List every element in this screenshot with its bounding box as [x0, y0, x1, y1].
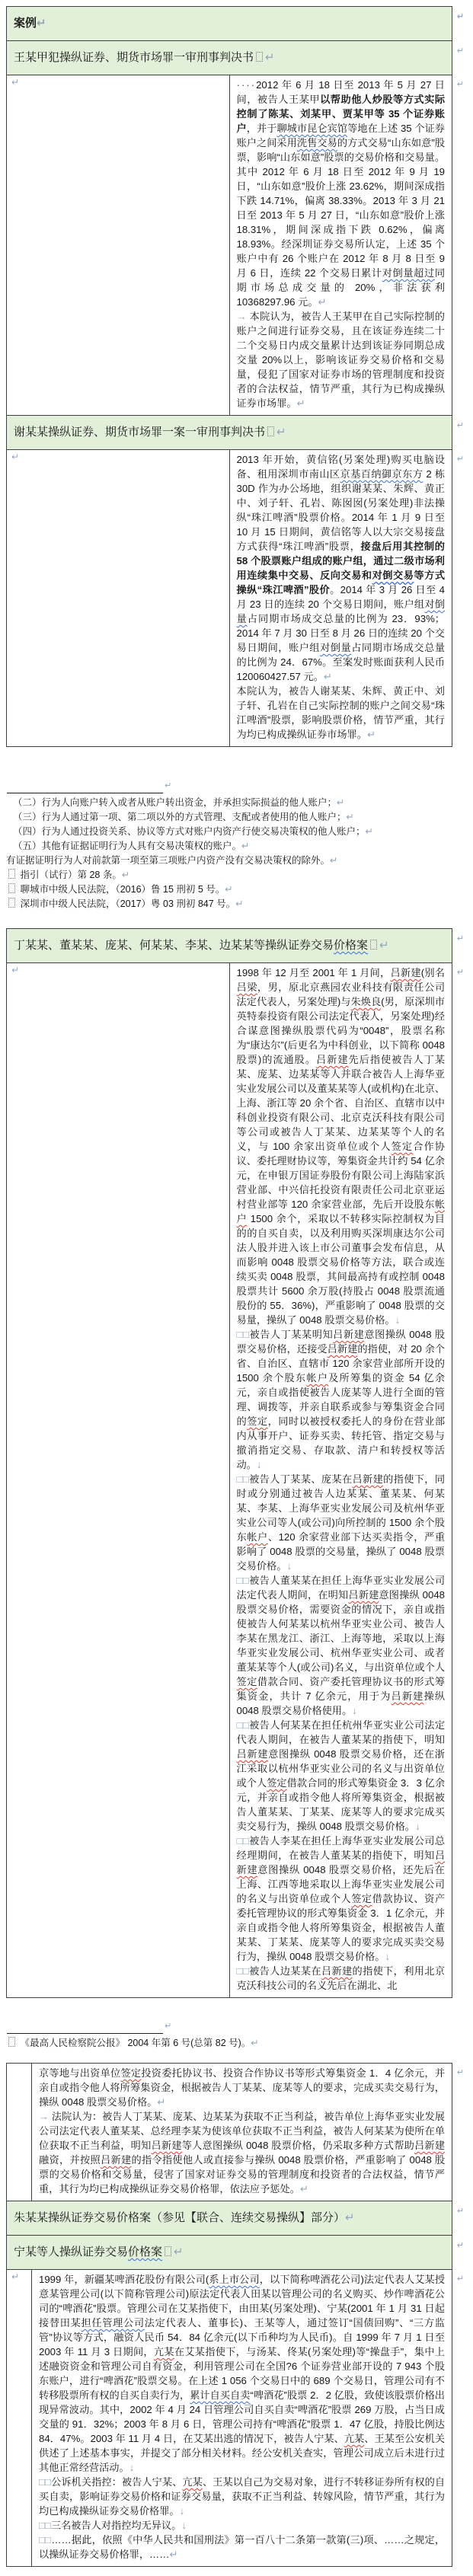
- spellcheck-underline-run: 吕新建: [236, 1850, 445, 1875]
- cell-paragraph-mark: ↵: [11, 965, 20, 975]
- case-title: [7, 7, 464, 41]
- case-title: [7, 2236, 464, 2270]
- formatting-mark: ↓: [352, 1705, 357, 1716]
- footnote-separator: [7, 779, 467, 793]
- text-run: 合作协议、委托理财协议等，筹集资金共计约 54 亿余元，在申银万国证券股份有限公司上海陆家浜营业部、中兴信托投资有限责任公司北京亚运村营业部等 120 余家营业部，先后开设股东: [236, 1141, 445, 1210]
- formatting-mark: ↵: [37, 17, 46, 30]
- paragraph: [39, 2272, 445, 2475]
- text-run: 被告人何某某在担任杭州华亚实业公司法定代表人期间，在被告人董某某的指使下，明知: [236, 1719, 446, 1745]
- formatting-mark: ↵: [241, 841, 250, 851]
- grammar-underline-run: 聊城市昆仑宾馆: [276, 123, 348, 134]
- spellcheck-underline-run: 吕梁: [236, 982, 257, 993]
- text-run: 1998 年 12 月至 2001 年 1 月间，: [236, 967, 391, 978]
- end-of-row-mark: ↵: [456, 455, 464, 464]
- paragraph: [237, 966, 446, 1327]
- spellcheck-underline-run: 亢某: [182, 2476, 203, 2488]
- text-run: 被告人李某在担任上海华亚实业发展公司总经理期间，在被告人董某某的指使下，明知: [236, 1835, 446, 1861]
- text-run: 指引（试行）第 28 条。: [18, 870, 122, 880]
- formatting-mark: ↵: [174, 2246, 184, 2258]
- formatting-mark: ↵: [345, 2211, 355, 2224]
- text-run: （三）行为人通过第一项、第二项以外的方式管理、支配或者使用的他人账户；: [13, 812, 347, 822]
- left-margin-cell: [7, 963, 230, 1998]
- case-table-2-part-1: [6, 928, 464, 1998]
- end-of-row-mark: ↵: [456, 80, 464, 89]
- footnote-separator-line: [7, 786, 163, 793]
- formatting-mark: □□: [236, 1835, 250, 1847]
- formatting-mark: →: [236, 311, 247, 322]
- case-body-row: [7, 450, 452, 747]
- footnote-ref-box: [8, 2037, 15, 2047]
- formatting-mark: ↵: [318, 296, 327, 308]
- text-run: 的指使，对 20 余个省、自治区、直辖市 120 余家营业部所开设的 1500 余个股东: [236, 1343, 445, 1384]
- formatting-mark: ↓: [385, 1951, 391, 1962]
- text-run: 、120 余家营业部下达买卖指令，严重影响了 0048 股票的交易量，操纵了 0048 股票交易价格。: [236, 1531, 446, 1572]
- paragraph: [237, 1834, 446, 1964]
- text-run: 同期市场总成交量的 20%，非法获利 10368297.96 元。: [236, 267, 445, 308]
- text-run: ，同时以被授权委托人的身份在营业部内从事开户、证券买卖、转托管、指定交易与撤消指定交易、存取款、清户和转授权等活动。: [236, 1416, 446, 1470]
- grammar-underline-run: 价格案: [128, 2246, 163, 2258]
- formatting-mark: ↓: [395, 1314, 401, 1326]
- formatting-mark: ↵: [165, 2022, 172, 2031]
- formatting-mark: ↓: [256, 1459, 262, 1470]
- footnote-line: [6, 897, 467, 911]
- case-body-row: [7, 963, 452, 1998]
- formatting-mark: ↵: [296, 397, 305, 409]
- section-header-row: [7, 2201, 452, 2236]
- formatting-mark: ↵: [323, 671, 332, 682]
- spellcheck-underline-run: 亢某: [153, 2346, 174, 2357]
- paragraph: [39, 2533, 445, 2562]
- text-run: 、王某至公安机关供述了上述基本事实，并提交了部分相关材料。经公安机关查实，管理公司成立后未进行过其他正常经营活动。: [39, 2433, 446, 2473]
- text-run: 及所筹集的资金 54 亿余元，亲自或指使被告人庞某等人进行全面的管理、调拨等，并亲自联系或参与筹集资金合同的: [236, 1372, 445, 1427]
- section-header-row: [7, 41, 452, 75]
- text-run: 操纵 0048 股票交易价格使用。: [236, 1690, 446, 1716]
- spellcheck-underline-run: 签定: [247, 1416, 268, 1427]
- text-run: 意图操纵 0048 股票交易价格，需要资金的情况下，亲自或指使被告人何某某以杭州华亚实业公司、被告人李某在黑龙江、浙江、上海等地，采取以上海华亚实业发展公司、杭州华亚实业公司、或者董某某等个人(或公司)名义，与出资单位或个人: [236, 1589, 446, 1673]
- paragraph: [39, 2109, 445, 2196]
- formatting-mark: ↵: [251, 2038, 259, 2048]
- footnote-line: [6, 2036, 467, 2051]
- grammar-underline-run: 对倒交易: [372, 570, 414, 581]
- formatting-mark: ↓: [181, 2520, 187, 2531]
- section-header-row: [7, 929, 452, 963]
- footnote-ref-box: [370, 940, 377, 950]
- text-run: 的指使下，利用北京克沃科技公司的名义先后在湖北、北: [236, 1965, 446, 1991]
- end-of-row-mark: ↵: [456, 934, 464, 943]
- end-of-row-mark: ↵: [456, 421, 464, 430]
- spellcheck-underline-run: 签定: [351, 1893, 372, 1904]
- case-body-row: [7, 2270, 452, 2567]
- text-run: 法院认为：被告人丁某某、庞某、边某某为获取不正当利益，被告单位上海华亚实业发展公司法定代表人董某某、总经理李某为使该单位获取不正当利益，被告人何某某为使所在单位获取不正当利益，明知: [39, 2111, 445, 2151]
- case-body-cell: [32, 2270, 464, 2567]
- text-run: 。2014 年 3 月 26 日至 4 月 23 日的连续 20 个交易日期间，账户组: [236, 584, 445, 610]
- grammar-underline-run: 对倒量: [236, 599, 445, 624]
- text-run: 谢某某操纵证券、期货市场罪一案一审刑事判决书: [14, 426, 266, 439]
- text-run: 丁某某、董某某、庞某、何某某、李某、边某某等操纵证券交易: [14, 939, 334, 952]
- formatting-mark: ↵: [299, 2183, 308, 2195]
- footnote-ref-box: [256, 52, 263, 62]
- grammar-underline-run: 洗售交易: [296, 137, 337, 148]
- text-run: 法定代表人、董事长)、王某等人，通过签订“国债回购”、“三方监管”协议等方式，融资人民币 54．84 亿余元(以下币种均为人民币)。自 1999 年 7 月 1 日至 2003 年 11 月 3 日期间，: [39, 2317, 445, 2357]
- text-run: 的指令指使他人或直接参与操纵 0048 股票价格，严重影响了 0048 股票的交易价格和交易量，侵害了国家对证券交易的管理制度和投资者的合法权益，情节严重，其行为均已构成操纵证券交易价格罪，依法应予惩处。: [39, 2154, 446, 2195]
- end-of-row-mark: ↵: [456, 2241, 464, 2250]
- end-of-row-mark: ↵: [456, 46, 464, 56]
- footnote-separator: [7, 2019, 467, 2034]
- text-run: ……据此，依照《中华人民共和国刑法》第一百八十二条第一款第(三)项、……之规定，以操纵证券交易价格罪，……: [39, 2534, 446, 2560]
- text-run: 融资，并按照: [39, 2154, 101, 2166]
- text-run: ，并于: [246, 123, 277, 134]
- formatting-mark: ↵: [169, 2549, 178, 2560]
- spellcheck-underline-run: 吕新建: [333, 1329, 365, 1340]
- footnote-ref-box: [8, 898, 15, 908]
- paragraph: [237, 78, 446, 309]
- text-run: 公诉机关指控：被告人宁某、: [51, 2476, 183, 2488]
- formatting-mark: ↵: [225, 884, 233, 895]
- formatting-mark: ↵: [265, 51, 275, 64]
- spellcheck-underline-run: 朱焕良: [350, 996, 382, 1007]
- spellcheck-underline-run: 签定: [236, 1676, 257, 1687]
- formatting-mark: □□: [39, 2520, 51, 2531]
- text-run: 借款合同的形式筹集资金 3．3 亿余元，并亲自或指令他人将所筹集资金，根据被告人董某某、丁某某、庞某等人的要求完成买卖交易行为，操纵 0048 股票交易价格。: [236, 1777, 446, 1832]
- paragraph: [237, 1472, 446, 1573]
- text-run: 有证据证明行为人对前款第一项至第三项账户内资产没有交易决策权的除外。: [6, 855, 331, 866]
- text-run: 等人意图操纵 0048 股票价格，仍采取多种方式帮助: [181, 2140, 415, 2151]
- text-run: 朱某某操纵证券交易价格案（参见【联合、连续交易操纵】部分）: [14, 2211, 346, 2224]
- text-run: 借款协议、资产委托管理协议的形式筹集资金 3．1 亿余元，并亲自或指令他人将所筹集资金，根据被告人董某某、丁某某、庞某等人的要求完成买卖交易行为，操纵 0048 股票交易价格。: [236, 1893, 446, 1962]
- text-run: 被告人丁某某明知: [249, 1329, 334, 1340]
- paragraph: [237, 1573, 446, 1718]
- spellcheck-underline-run: 帐户: [247, 1531, 268, 1543]
- spellcheck-underline-run: 吕新建: [316, 1054, 349, 1065]
- grammar-underline-run: 系上市公司: [209, 2274, 260, 2285]
- text-run: 在艾某指使下，与汤某、佟某(另案处理)等“操盘手”，集中上述融资资金和管理公司自有资金，利用管理公司在全国?6 个证券营业部开设的 7 943 个股东账户，进行“啤酒花”股票交易。在上述 1 056 个交易日中的 689 个交易日，管理公司有不转移股票所有权的自买自卖行为，: [39, 2346, 445, 2401]
- spellcheck-underline-run: 签定: [267, 1777, 287, 1789]
- case-title: [7, 41, 464, 75]
- text-run: 意图操纵 0048 股票交易价格，还先后在上海、江西等地采取以上海华亚实业发展公司的名义与出资单位或个人: [236, 1864, 445, 1904]
- text-run: 案例: [14, 17, 37, 30]
- case-table-2-part-2: [6, 2063, 464, 2567]
- text-run: 聊城市中级人民法院，（2016）鲁 15 刑初 5 号。: [18, 884, 225, 895]
- formatting-mark: □□: [39, 2534, 52, 2546]
- section-header-row: [7, 416, 452, 450]
- footnote-ref-box: [165, 2246, 171, 2256]
- text-run: 先后指使被告人丁某某、庞某、边某某等人并联合被告人上海华亚实业发展公司以及董某某等人(或机构)在北京、上海、浙江等 20 余个省、自治区、直辖市以中科创业投资有限公司、北京克沃科技有限公司等公司或被告人丁某某、边某某等个人的名义，与 100 余家出资单位或个人: [236, 1054, 446, 1152]
- footnote-ref-box: [267, 426, 274, 436]
- paragraph: [39, 2518, 445, 2533]
- bold-run: 等方式操纵“珠江啤酒”股价: [236, 570, 446, 595]
- spellcheck-underline-run: 吕新建: [391, 1690, 424, 1702]
- text-run: 王某甲犯操纵证券、期货市场罪一审刑事判决书: [14, 51, 254, 64]
- spellcheck-underline-run: 吕新建: [236, 1748, 269, 1760]
- case-body-cell: [229, 75, 464, 416]
- paragraph: [237, 452, 446, 684]
- text-run: 等地在上述 35 个证券账户之间采用: [236, 123, 445, 148]
- text-run: （五）其他有证据证明行为人具有交易决策权的账户。: [13, 841, 242, 851]
- text-run: “啤酒花”股票 2．2 亿股，致使该股票价格出现异常波动。其中，2002 年 4 月 24 日管理公司自买自卖“啤酒花”股票 269 万股，占当日成交量的 91．32%；2003 年 8 月 6 日，管理公司持有“啤酒花”股票 1．47 亿股，持股比例达 84．47%。2003 年 11 月 4 日，在艾某出逃的情况下，被告人宁某、: [39, 2389, 445, 2444]
- text-run: （二）行为人向账户转入或者从账户转出资金，并承担实际损益的他人账户；: [13, 797, 337, 808]
- spellcheck-underline-run: 吕新建: [348, 1589, 379, 1601]
- spellcheck-underline-run: 吕新建: [390, 967, 421, 978]
- paragraph: [39, 2475, 445, 2518]
- spellcheck-underline-run: 吕新建: [352, 1473, 384, 1485]
- formatting-mark: □□: [236, 1329, 250, 1340]
- formatting-mark: ↵: [330, 855, 338, 866]
- text-run: 三名被告人对指控均无异议。: [50, 2520, 182, 2531]
- text-run: 2013 年开始，黄信铭(另案处理)购买电脑设备、租用深圳市南山区: [236, 454, 445, 480]
- spellcheck-underline-run: 帐户: [306, 1372, 329, 1384]
- paragraph: [237, 1718, 446, 1834]
- section-header-row: [7, 7, 452, 41]
- formatting-mark: ↓: [179, 2505, 185, 2517]
- spellcheck-underline-run: 亢某: [344, 2433, 365, 2444]
- spellcheck-underline-run: 吕新建: [327, 1343, 358, 1355]
- case-body-cell: [32, 2064, 464, 2201]
- text-run: ，男，原北京燕园农业科技有限责任公司法定代表人，另案处理)与: [236, 982, 446, 1007]
- formatting-mark: ↵: [337, 797, 345, 808]
- formatting-mark: □□: [236, 1965, 250, 1977]
- text-run: 被告人丁某某、庞某在: [249, 1473, 353, 1485]
- case-body-cell: [229, 450, 464, 747]
- case-title: [7, 416, 464, 450]
- space-dots: ····: [236, 79, 257, 91]
- text-run: 本院认为，被告人王某甲在自己实际控制的账户之间进行证券交易，且在该证券连续二十二个交易日内成交量累计达到该证券同期总成交量 20%以上，影响该证券交易价格和交易量，侵犯了国家对证券市场的管理制度和投资者的合法权益，情节严重，其行为已构成操纵证券市场罪。: [236, 311, 445, 409]
- text-run: （四）行为人通过投资关系、协议等方式对账户内资产行使交易决策权的他人账户；: [13, 826, 366, 837]
- spellcheck-underline-run: 签定: [391, 1141, 414, 1152]
- footnote-ref-box: [8, 869, 15, 879]
- text-run: 被告人边某某在: [249, 1965, 321, 1977]
- case-title: [7, 2201, 464, 2236]
- formatting-mark: →: [39, 2111, 50, 2122]
- formatting-mark: ↓: [129, 2462, 135, 2473]
- text-run: 、王某以自己为交易对象，进行不转移证券所有权的自买自卖，影响证券交易价格和证券交易量，获取不正当利益、转嫁风险，情节严重，其行为均已构成操纵证券交易价格罪。: [39, 2476, 446, 2517]
- text-run: 被告人董某某在担任上海华亚实业发展公司法定代表人期间，在明知: [236, 1575, 446, 1601]
- paragraph: [237, 309, 446, 410]
- case-table-1: [6, 6, 464, 747]
- text-run: 2012 年 6 月 18 日至 2013 年 5 月 27 日间，被告人王某甲: [236, 79, 445, 105]
- bold-run: 以帮助他人炒股等方式实际控制了陈某、刘某甲、贾某甲等 35 个证券账户: [236, 94, 446, 134]
- case-body-row: [7, 2064, 452, 2201]
- footnote-line: [6, 825, 467, 839]
- cell-paragraph-mark: ↵: [11, 2271, 20, 2282]
- end-of-row-mark: ↵: [456, 2207, 464, 2216]
- text-run: 《最高人民检察院公报》 2004 年第 6 号(总第 82 号)。: [18, 2038, 251, 2048]
- bold-run: 接盘后用其控制的 58 个股票账户组成的账户组，通过二级市场利用连续集中交易、反向交易和: [236, 541, 445, 581]
- formatting-mark: ↓: [414, 1821, 420, 1832]
- end-of-row-mark: ↵: [456, 2274, 464, 2284]
- footnote-line: [6, 854, 467, 868]
- paragraph: [237, 1964, 446, 1993]
- spellcheck-underline-run: 帐户: [236, 1199, 445, 1224]
- formatting-mark: ↵: [365, 826, 373, 837]
- spellcheck-underline-run: 吕新建: [414, 2140, 446, 2151]
- formatting-mark: ↵: [165, 781, 172, 790]
- formatting-mark: ↵: [366, 729, 376, 740]
- grammar-underline-run: 担任管理公司: [81, 2317, 145, 2329]
- text-run: 意图操纵 0048 股票交易价格，还在浙江采取以杭州华亚实业公司的名义与出资单位或个人: [236, 1748, 445, 1789]
- text-run: 1500 余个，采取以不转移实际控制权为目的的自买自卖，以及利用购买深圳康达尔公司法人股并进入该上市公司董事会发布信息，从而影响 0048 股票交易价格等方法，联合或连续买卖 0048 股票，其间最高持有或控制 0048 股票共计 5600 余万股(持股占 0048 股票流通股份的 55．36%)，严重影响了 0048 股票的交易量，操纵了 0048 股票交易价格。: [236, 1213, 445, 1326]
- case-body-row: [7, 75, 452, 416]
- formatting-mark: ↵: [121, 870, 130, 880]
- footnote-separator-line: [7, 2026, 163, 2034]
- footnote-block-1: [6, 779, 467, 911]
- end-of-row-mark: ↵: [456, 2068, 464, 2077]
- end-of-row-mark: ↵: [456, 968, 464, 977]
- text-run: (男，原深圳市英特泰投资有限公司法定代表人，另案处理)经合谋意图操纵股票代码为“0048”，股票名称为“康达尔”(后更名为中科创业，以下简称 0048 股票)的流通股。: [236, 996, 445, 1065]
- text-run: (别名: [420, 967, 445, 978]
- left-margin-cell: [7, 2064, 32, 2201]
- text-run: 宁某等人操纵证券交易: [14, 2246, 129, 2258]
- text-run: 借款合同、资产委托管理协议书的形式筹集资金，共计 7 亿余元，用于为: [236, 1676, 446, 1702]
- formatting-mark: ↵: [276, 426, 286, 439]
- case-title: [7, 929, 464, 963]
- text-run: 京等地与出资单位: [39, 2067, 121, 2079]
- text-run: 2 栋 30D 作为办公场地，组织谢某某、朱辉、黄正中、刘子轩、孔岩、陈囡囡(另案处理)非法操纵“珠江啤酒”股票价格。2014 年 1 月 9 日至 10 月 15 日期间，黄信铭等人以大宗交易接盘方式获得“珠江啤酒”股票，: [236, 468, 446, 552]
- grammar-underline-run: 京基百纳御京东方: [340, 468, 423, 480]
- left-margin-cell: [7, 2270, 32, 2567]
- formatting-mark: □□: [236, 1719, 250, 1731]
- case-body-cell: [229, 963, 464, 1998]
- grammar-underline-run: 价格案: [334, 939, 369, 952]
- text-run: 投资委托协议书、投资合作协议书等形式筹集资金 1．4 亿余元，并亲自或指令他人将所筹集资金，根据被告人丁某某、庞某等人的要求，完成买卖交易行为，操纵 0048 股票交易价格。: [39, 2067, 446, 2108]
- grammar-underline-run: 对倒量: [320, 642, 352, 653]
- formatting-mark: ↵: [379, 939, 389, 952]
- text-run: 占同期市场成交总量的比例为 24．67%。至案发时账面获利人民币 120060427.57 元。: [236, 642, 446, 682]
- text-run: 深圳市中级人民法院，（2017）粤 03 刑初 847 号。: [18, 899, 236, 909]
- formatting-mark: □□: [39, 2476, 52, 2488]
- footnote-line: [6, 796, 467, 810]
- formatting-mark: ↓: [286, 1560, 292, 1572]
- grammar-underline-run: 累计自买自卖: [190, 2389, 251, 2401]
- cell-paragraph-mark: ↵: [11, 452, 20, 462]
- spellcheck-underline-run: 吕新建: [151, 2140, 182, 2151]
- formatting-mark: ↵: [235, 899, 244, 909]
- formatting-mark: ↵: [157, 2096, 166, 2108]
- footnote-line: [6, 868, 467, 883]
- formatting-mark: □□: [236, 1473, 250, 1485]
- text-run: 1999 年，新疆某啤酒花股份有限公司(: [39, 2274, 209, 2285]
- text-run: 意图操纵 0048 股票交易价格，还接受: [236, 1329, 446, 1355]
- left-margin-cell: [7, 450, 230, 747]
- footnote-ref-box: [8, 883, 15, 893]
- section-header-row: [7, 2236, 452, 2270]
- spellcheck-underline-run: 吕新建: [100, 2154, 132, 2166]
- cell-paragraph-mark: ↵: [11, 77, 20, 88]
- footnote-block-2: [6, 2019, 467, 2051]
- footnote-line: [6, 883, 467, 897]
- paragraph: [237, 684, 446, 742]
- spellcheck-underline-run: 签定: [120, 2067, 142, 2079]
- footnote-line: [6, 839, 467, 854]
- formatting-mark: □□: [236, 1575, 250, 1586]
- formatting-mark: ↵: [346, 812, 354, 822]
- footnote-line: [6, 810, 467, 825]
- left-margin-cell: [7, 75, 230, 416]
- paragraph: [237, 1327, 446, 1472]
- spellcheck-underline-run: 吕新建: [321, 1965, 353, 1977]
- paragraph: [39, 2066, 445, 2109]
- text-run: 的方式交易“山东如意”股票，影响“山东如意”股票的交易价格和交易量。其中 2012 年 6 月 18 日至 2012 年 9 月 19 日，“山东如意”股价上涨 23.62%，期间深成指下跌 14.71%，偏离 38.33%。2013 年 3 月 21 日至 2013 年 5 月 27 日，“山东如意”股价上涨 18.31%，期间深成指下跌 0.62%，偏离 18.93%。经深圳证券交易所认定，上述 35 个账户中有 26 个账户在 2012 年 8 月 8 日至 9 月 6 日，连续 22 个交易日累计: [236, 137, 446, 279]
- text-run: 本院认为，被告人谢某某、朱辉、黄正中、刘子轩、孔岩在自己实际控制的账户之间交易“珠江啤酒”股票，影响股票价格，情节严重，其行为均已构成操纵证券市场罪。: [236, 685, 445, 740]
- end-of-row-mark: ↵: [456, 12, 464, 21]
- text-run: 占同期市场成交总量的比例为 23．93%；2014 年 7 月 30 日至 8 月 26 日的连续 20 个交易日期间，账户组: [236, 613, 445, 653]
- text-run: ，以下简称啤酒花公司)法定代表人艾某授意某管理公司(以下简称管理公司)原法定代表人田某以管理公司的名义购买、炒作啤酒花公司的“啤酒花”股票。管理公司在艾某指使下，由田某(另案处理)、宁某(2001 年 1 月 31 日起接替田某: [39, 2274, 446, 2329]
- grammar-underline-run: 对倒量超过: [382, 267, 435, 279]
- text-run: 的指使下，同时或分别通过被告人边某某、董某某、何某某、李某、上海华亚实业发展公司及杭州华亚实业公司等人(或公司)向所控制的 1500 余个股东: [236, 1473, 446, 1543]
